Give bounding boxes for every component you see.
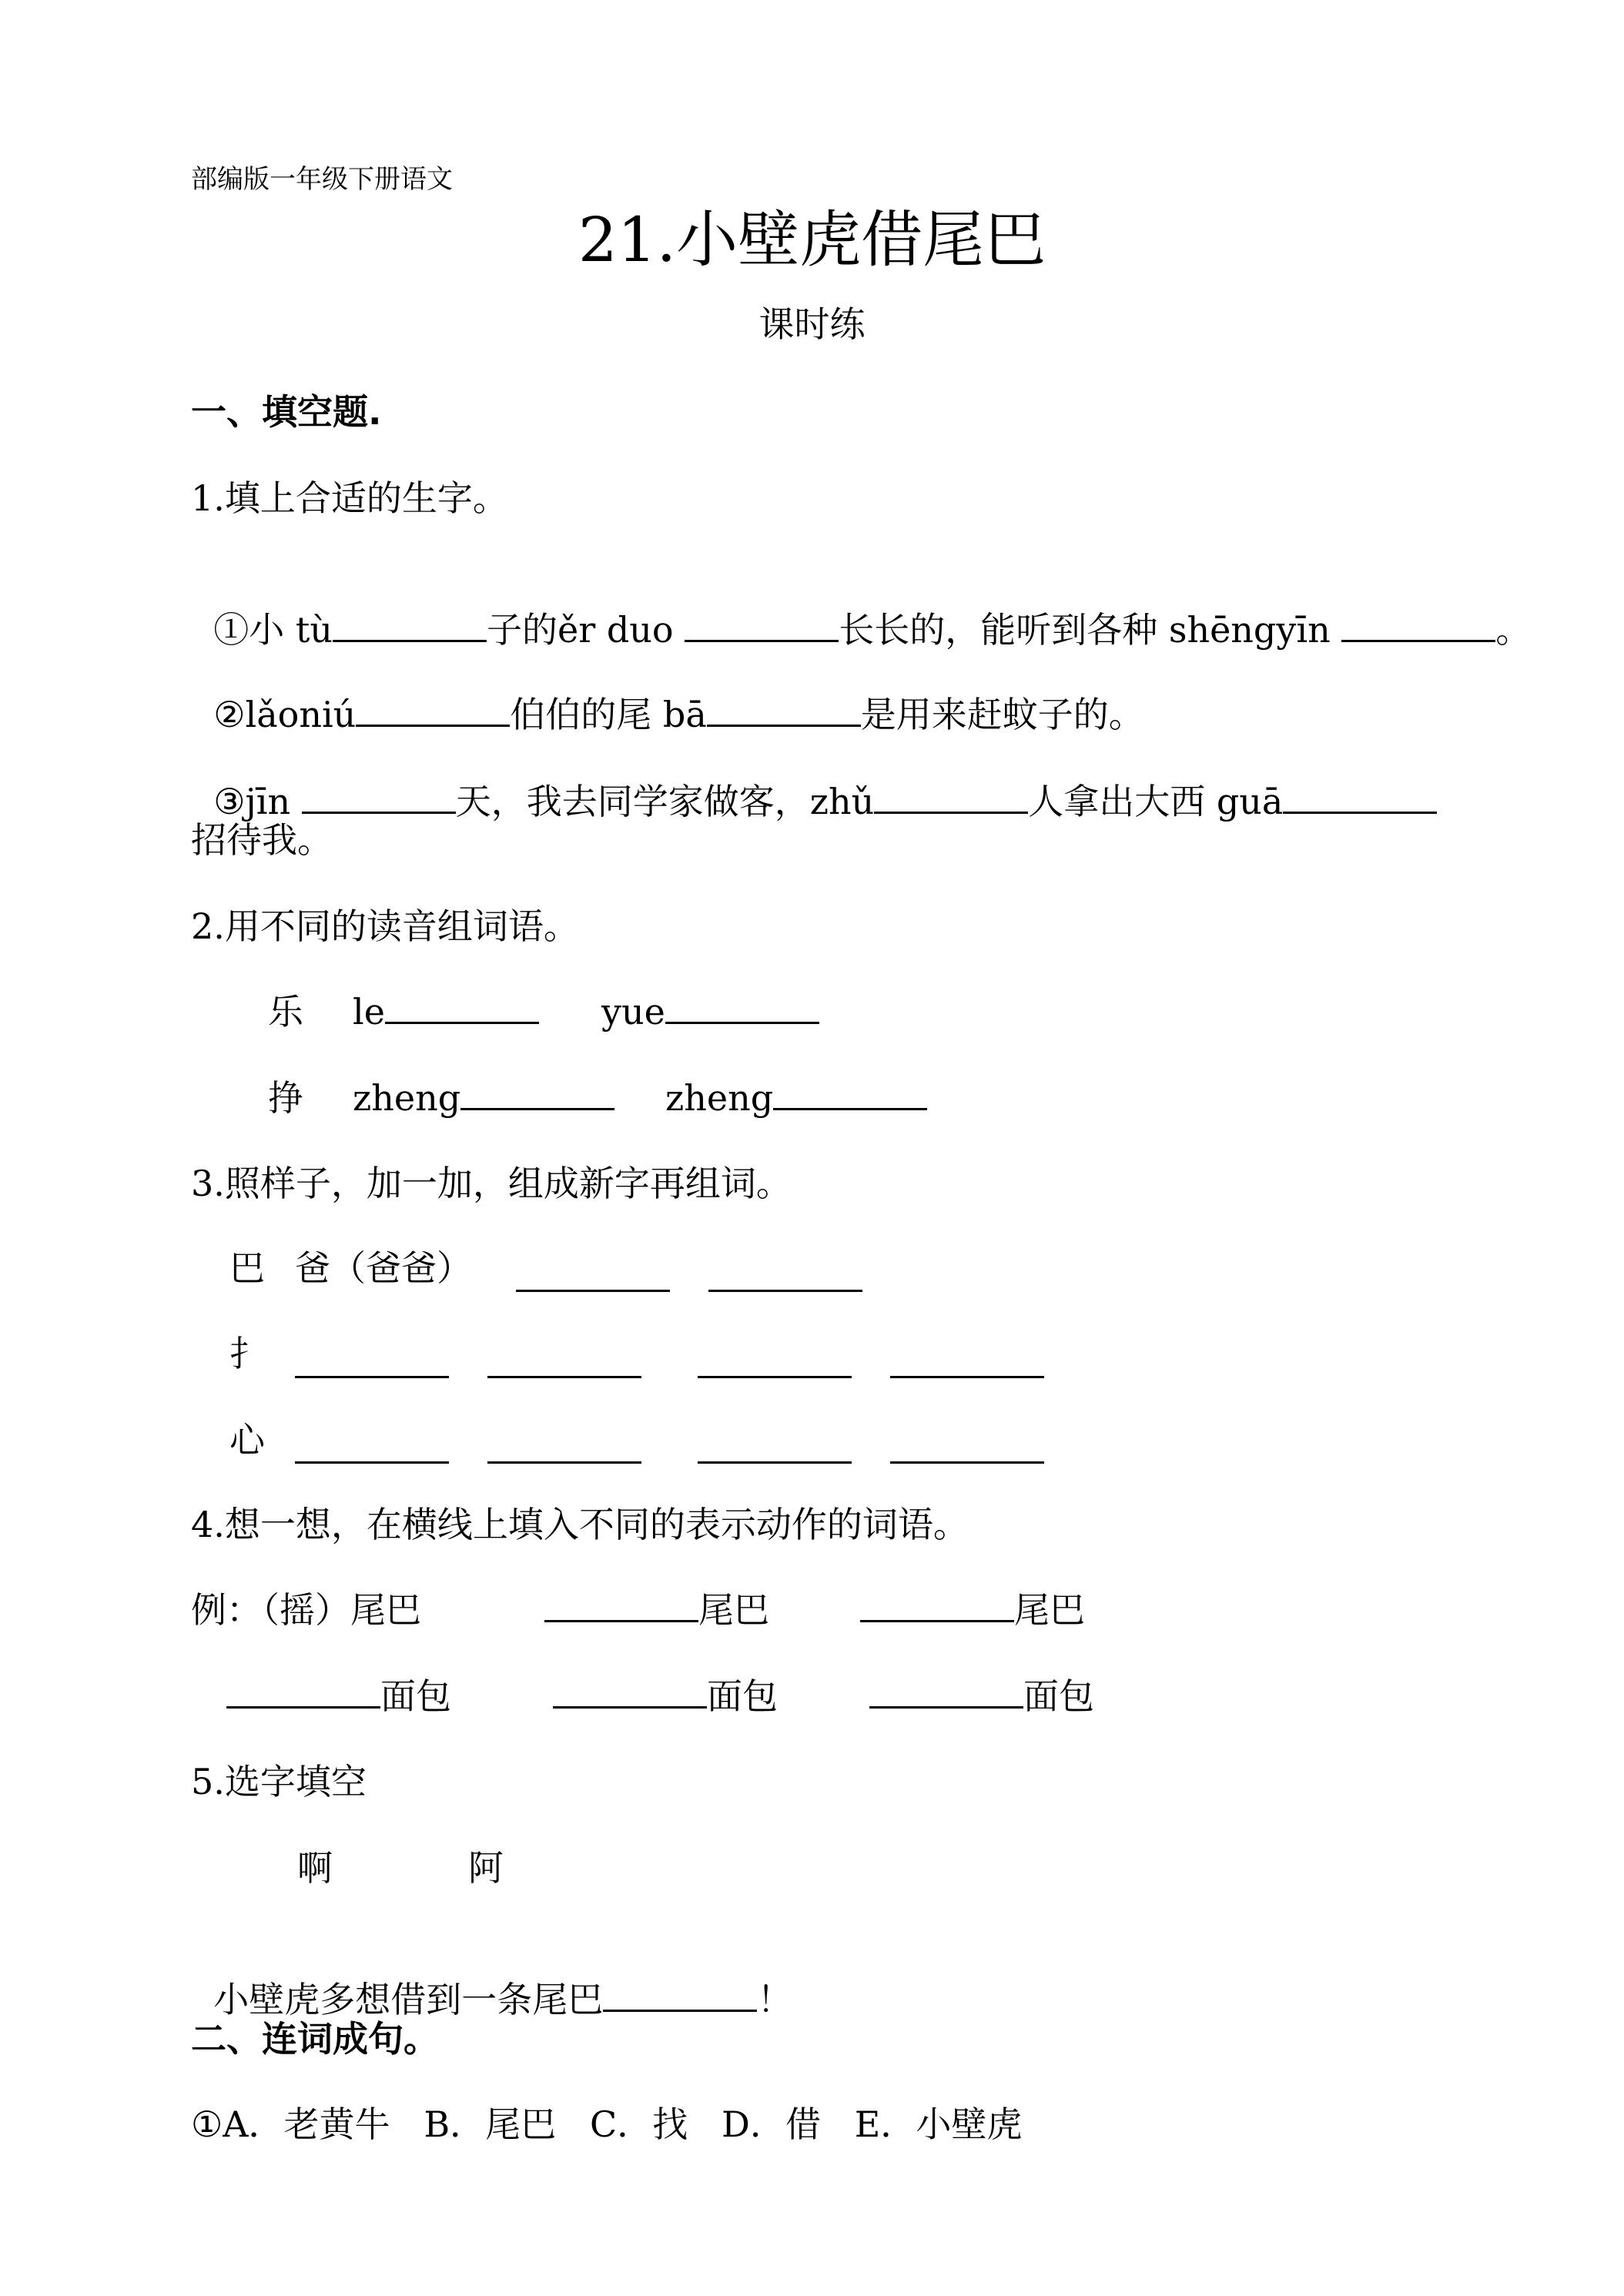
word-group: [665, 1075, 927, 1121]
answer-blank[interactable]: [487, 1345, 641, 1378]
answer-blank[interactable]: [869, 1675, 1023, 1709]
page-subtitle: 课时练: [758, 303, 866, 345]
answer-blank[interactable]: [665, 991, 819, 1024]
word-group: [869, 1673, 1094, 1719]
answer-blank[interactable]: [707, 694, 861, 727]
answer-blank[interactable]: [544, 1589, 698, 1622]
word-group: [353, 989, 539, 1035]
text-segment: ！: [757, 1979, 793, 2020]
question-line: [191, 732, 1437, 825]
question-line: [191, 1930, 792, 2023]
pinyin: yue: [601, 991, 665, 1033]
text-segment: ①小 tù: [213, 609, 333, 651]
text-segment: 伯伯的尾 bā: [510, 694, 707, 735]
character-label: 扌: [229, 1333, 265, 1374]
answer-blank[interactable]: [295, 1345, 449, 1378]
example-word: 爸（爸爸）: [295, 1247, 472, 1289]
text-segment: 子的ěr duo: [486, 609, 685, 651]
question-prompt: 4.想一想，在横线上填入不同的表示动作的词语。: [191, 1504, 969, 1545]
text-segment: 长长的，能听到各种 shēngyīn: [839, 609, 1342, 651]
answer-blank[interactable]: [1341, 609, 1495, 642]
question-line: [191, 561, 1531, 653]
character-label: 巴: [229, 1247, 265, 1289]
answer-blank[interactable]: [385, 991, 539, 1024]
word-group: [860, 1587, 1085, 1633]
example-text: 例：（摇）尾巴: [191, 1589, 421, 1631]
answer-blank[interactable]: [302, 781, 456, 814]
question-prompt: 1.填上合适的生字。: [191, 477, 508, 519]
answer-blank[interactable]: [487, 1431, 641, 1464]
word-group: [553, 1673, 778, 1719]
answer-blank[interactable]: [773, 1077, 927, 1110]
pinyin: zheng: [665, 1077, 774, 1119]
answer-blank[interactable]: [874, 781, 1028, 814]
option-char: 啊: [297, 1847, 333, 1889]
character-label: 乐: [268, 991, 303, 1033]
text-segment: 。: [1495, 609, 1532, 651]
question-prompt: 3.照样子，加一加，组成新字再组词。: [191, 1163, 792, 1204]
answer-blank[interactable]: [603, 1979, 757, 2012]
character-label: 心: [229, 1419, 265, 1461]
answer-blank[interactable]: [890, 1431, 1044, 1464]
text-segment: 是用来赶蚊子的。: [860, 694, 1144, 735]
answer-blank[interactable]: [333, 609, 487, 642]
series-label: 部编版一年级下册语文: [191, 164, 453, 195]
text-segment: 尾巴: [1014, 1589, 1085, 1631]
answer-blank[interactable]: [356, 694, 510, 727]
page-title: 21.小壁虎借尾巴: [578, 204, 1046, 276]
answer-blank[interactable]: [890, 1345, 1044, 1378]
character-label: 挣: [268, 1077, 303, 1119]
text-segment: 面包: [707, 1675, 778, 1717]
text-segment: 人拿出大西 guā: [1028, 781, 1284, 822]
answer-blank[interactable]: [226, 1675, 380, 1709]
answer-blank[interactable]: [516, 1259, 670, 1292]
option-char: 阿: [468, 1847, 504, 1889]
section-heading: 一、填空题.: [191, 391, 382, 433]
answer-blank[interactable]: [860, 1589, 1014, 1622]
word-group: [601, 989, 819, 1035]
question-prompt: 5.选字填空: [191, 1761, 367, 1802]
text-segment: 小壁虎多想借到一条尾巴: [213, 1979, 604, 2020]
word-group: [226, 1673, 451, 1719]
answer-blank[interactable]: [708, 1259, 862, 1292]
section-heading: 二、连词成句。: [191, 2018, 439, 2060]
pinyin: zheng: [353, 1077, 461, 1119]
text-segment: ③jīn: [213, 781, 302, 822]
text-segment: 尾巴: [698, 1589, 769, 1631]
text-segment: 天，我去同学家做客，zhǔ: [455, 781, 875, 822]
question-line: ①A．老黄牛 B．尾巴 C．找 D．借 E．小壁虎: [191, 2104, 1023, 2145]
answer-blank[interactable]: [1283, 781, 1437, 814]
answer-blank[interactable]: [295, 1431, 449, 1464]
text-segment: 面包: [380, 1675, 451, 1717]
question-line: 招待我。: [191, 819, 333, 861]
question-line: [191, 645, 1144, 738]
text-segment: 面包: [1023, 1675, 1094, 1717]
answer-blank[interactable]: [553, 1675, 707, 1709]
word-group: [353, 1075, 614, 1121]
answer-blank[interactable]: [698, 1345, 852, 1378]
answer-blank[interactable]: [685, 609, 839, 642]
text-segment: ②lǎoniú: [213, 694, 357, 735]
answer-blank[interactable]: [460, 1077, 614, 1110]
word-group: [544, 1587, 769, 1633]
answer-blank[interactable]: [698, 1431, 852, 1464]
pinyin: le: [353, 991, 385, 1033]
question-prompt: 2.用不同的读音组词语。: [191, 905, 579, 947]
